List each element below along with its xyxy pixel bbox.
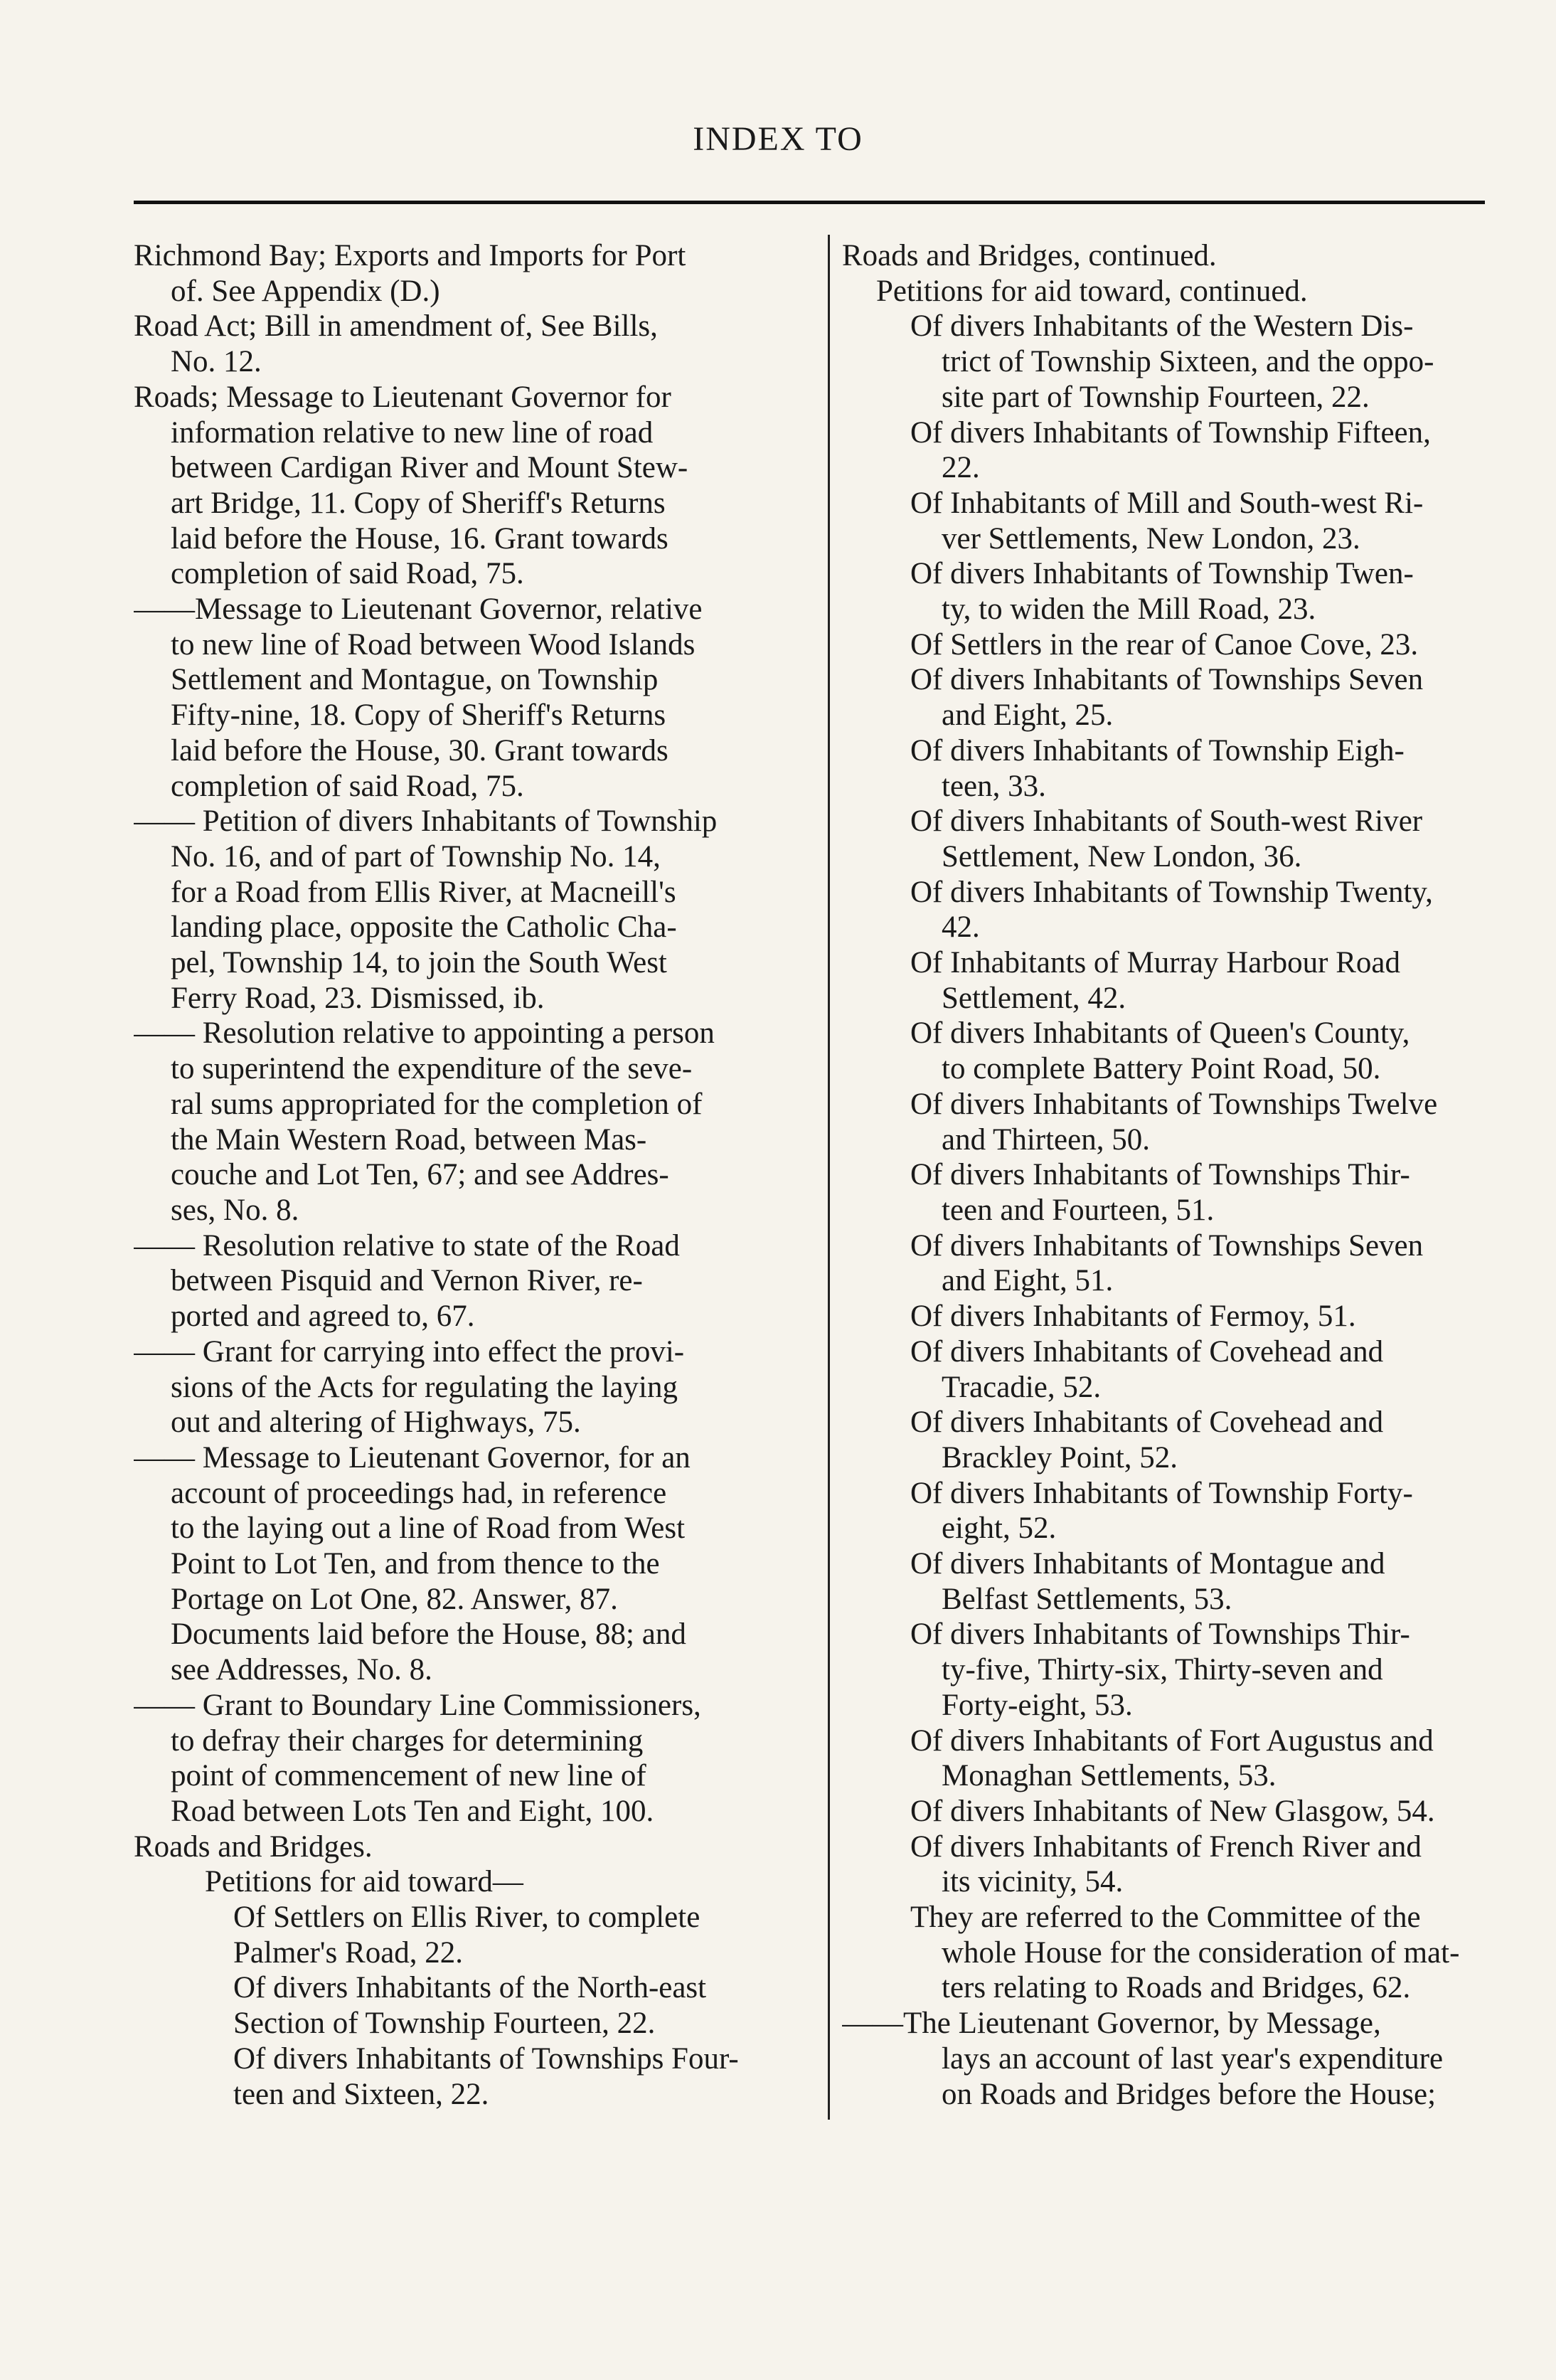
index-line: completion of said Road, 75. — [171, 769, 524, 803]
index-line: Ferry Road, 23. Dismissed, ib. — [171, 981, 545, 1015]
index-line: Of divers Inhabitants of Townships Thir- — [910, 1617, 1410, 1652]
index-line: to new line of Road between Wood Islands — [171, 627, 696, 662]
index-line: on Roads and Bridges before the House; — [942, 2077, 1437, 2111]
index-line: between Cardigan River and Mount Stew- — [171, 451, 688, 485]
index-line: Roads and Bridges, continued. — [842, 239, 1217, 272]
index-line: Roads and Bridges. — [134, 1829, 373, 1864]
index-line: Of divers Inhabitants of Townships Four- — [233, 2041, 739, 2076]
index-line: between Pisquid and Vernon River, re- — [171, 1264, 643, 1298]
index-line: Of Inhabitants of Mill and South-west Ri- — [910, 486, 1424, 520]
index-line: Of divers Inhabitants of Montague and — [910, 1547, 1385, 1581]
index-line: couche and Lot Ten, 67; and see Addres- — [171, 1158, 669, 1192]
index-line: lays an account of last year's expenditure — [942, 2041, 1444, 2076]
index-line: Richmond Bay; Exports and Imports for Port — [134, 239, 686, 272]
index-line: —— Resolution relative to appointing a person — [134, 1016, 715, 1051]
index-line: teen and Sixteen, 22. — [233, 2077, 489, 2111]
index-line: Road between Lots Ten and Eight, 100. — [171, 1794, 654, 1828]
index-line: —— Grant to Boundary Line Commissioners, — [134, 1688, 701, 1722]
index-line: laid before the House, 30. Grant towards — [171, 733, 668, 767]
index-line: completion of said Road, 75. — [171, 557, 524, 591]
index-line: Of divers Inhabitants of French River and — [910, 1829, 1422, 1864]
index-line: Forty-eight, 53. — [942, 1688, 1133, 1722]
index-line: ses, No. 8. — [171, 1193, 299, 1227]
page-title: INDEX TO — [693, 120, 863, 158]
index-line: teen, 33. — [942, 769, 1046, 803]
index-line: the Main Western Road, between Mas- — [171, 1122, 647, 1157]
index-line: ver Settlements, New London, 23. — [942, 521, 1360, 556]
index-line: Of divers Inhabitants of Covehead and — [910, 1406, 1384, 1440]
index-line: Of divers Inhabitants of South-west River — [910, 804, 1423, 839]
index-line: Point to Lot Ten, and from thence to the — [171, 1547, 660, 1581]
index-line: to the laying out a line of Road from West — [171, 1512, 686, 1546]
index-line: Of divers Inhabitants of Townships Thir- — [910, 1158, 1410, 1192]
index-line: ——Message to Lieutenant Governor, relative — [134, 593, 703, 627]
index-line: 22. — [942, 451, 980, 485]
index-line: Section of Township Fourteen, 22. — [233, 2007, 656, 2041]
index-line: Settlement, 42. — [942, 981, 1126, 1015]
index-line: Of divers Inhabitants of the Western Dis- — [910, 309, 1414, 344]
index-line: to complete Battery Point Road, 50. — [942, 1052, 1381, 1086]
index-line: eight, 52. — [942, 1512, 1057, 1546]
index-line: site part of Township Fourteen, 22. — [942, 380, 1370, 414]
index-line: No. 12. — [171, 345, 262, 379]
index-line: Petitions for aid toward— — [205, 1865, 523, 1899]
index-line: Monaghan Settlements, 53. — [942, 1759, 1277, 1793]
index-line: its vicinity, 54. — [942, 1865, 1124, 1899]
index-line: whole House for the consideration of mat- — [942, 1935, 1460, 1970]
index-line: Of divers Inhabitants of Townships Seven — [910, 1228, 1424, 1263]
index-line: Of divers Inhabitants of Township Eigh- — [910, 733, 1405, 767]
index-line: see Addresses, No. 8. — [171, 1653, 432, 1687]
index-line: out and altering of Highways, 75. — [171, 1406, 581, 1440]
index-line: Settlement and Montague, on Township — [171, 663, 659, 697]
index-line: They are referred to the Committee of the — [910, 1901, 1421, 1935]
index-line: Of divers Inhabitants of Fort Augustus and — [910, 1723, 1434, 1758]
index-line: for a Road from Ellis River, at Macneill's — [171, 875, 676, 909]
index-line: information relative to new line of road — [171, 415, 654, 450]
index-line: Of divers Inhabitants of Township Twenty, — [910, 875, 1433, 909]
index-line: Of divers Inhabitants of Townships Seven — [910, 663, 1424, 697]
index-line: Of Settlers in the rear of Canoe Cove, 23. — [910, 627, 1419, 662]
index-line: No. 16, and of part of Township No. 14, — [171, 839, 661, 873]
index-line: to superintend the expenditure of the seve- — [171, 1052, 693, 1086]
left-column — [134, 238, 811, 2112]
index-line: of. See Appendix (D.) — [171, 274, 440, 308]
index-line: to defray their charges for determining — [171, 1723, 644, 1758]
index-line: Of divers Inhabitants of New Glasgow, 54. — [910, 1794, 1435, 1828]
index-line: and Thirteen, 50. — [942, 1122, 1150, 1157]
index-line: Tracadie, 52. — [942, 1370, 1102, 1404]
index-line: Of divers Inhabitants of Queen's County, — [910, 1016, 1410, 1051]
index-line: ters relating to Roads and Bridges, 62. — [942, 1971, 1411, 2005]
index-line: ——The Lieutenant Governor, by Message, — [842, 2007, 1381, 2041]
index-line: —— Grant for carrying into effect the provi- — [134, 1334, 685, 1369]
index-line: pel, Township 14, to join the South West — [171, 946, 667, 980]
index-line: Palmer's Road, 22. — [233, 1935, 464, 1970]
index-line: and Eight, 25. — [942, 698, 1114, 733]
right-column — [842, 238, 1519, 2112]
index-line: Settlement, New London, 36. — [942, 839, 1302, 873]
index-line: 42. — [942, 910, 980, 945]
index-line: teen and Fourteen, 51. — [942, 1193, 1215, 1227]
index-line: Fifty-nine, 18. Copy of Sheriff's Returns — [171, 698, 666, 733]
index-line: Of Inhabitants of Murray Harbour Road — [910, 946, 1401, 980]
column-divider — [828, 235, 830, 2120]
index-line: Of divers Inhabitants of Townships Twelve — [910, 1087, 1438, 1121]
index-line: laid before the House, 16. Grant towards — [171, 521, 668, 556]
index-line: ported and agreed to, 67. — [171, 1300, 475, 1334]
index-line: trict of Township Sixteen, and the oppo- — [942, 345, 1434, 379]
index-line: point of commencement of new line of — [171, 1759, 646, 1793]
index-line: —— Message to Lieutenant Governor, for an — [134, 1440, 691, 1475]
index-line: Belfast Settlements, 53. — [942, 1582, 1232, 1616]
index-line: —— Petition of divers Inhabitants of Township — [134, 804, 718, 839]
index-line: and Eight, 51. — [942, 1264, 1114, 1298]
index-line: Of divers Inhabitants of Fermoy, 51. — [910, 1300, 1356, 1334]
index-line: Documents laid before the House, 88; and — [171, 1617, 686, 1652]
index-line: Of divers Inhabitants of Township Forty- — [910, 1476, 1413, 1510]
index-line: Of Settlers on Ellis River, to complete — [233, 1901, 700, 1935]
index-line: Petitions for aid toward, continued. — [876, 274, 1308, 308]
index-line: —— Resolution relative to state of the Road — [134, 1228, 680, 1263]
index-line: ty-five, Thirty-six, Thirty-seven and — [942, 1653, 1383, 1687]
index-line: Road Act; Bill in amendment of, See Bills, — [134, 309, 658, 344]
index-line: Roads; Message to Lieutenant Governor for — [134, 380, 671, 414]
index-line: account of proceedings had, in reference — [171, 1476, 667, 1510]
index-line: ty, to widen the Mill Road, 23. — [942, 593, 1316, 627]
header-rule — [134, 201, 1485, 204]
index-line: sions of the Acts for regulating the laying — [171, 1370, 678, 1404]
index-line: Portage on Lot One, 82. Answer, 87. — [171, 1582, 618, 1616]
index-line: ral sums appropriated for the completion of — [171, 1087, 703, 1121]
index-line: Of divers Inhabitants of the North-east — [233, 1971, 707, 2005]
index-line: landing place, opposite the Catholic Cha- — [171, 910, 677, 945]
index-line: Brackley Point, 52. — [942, 1440, 1178, 1475]
index-line: Of divers Inhabitants of Covehead and — [910, 1334, 1384, 1369]
index-line: Of divers Inhabitants of Township Fifteen, — [910, 415, 1431, 450]
index-line: Of divers Inhabitants of Township Twen- — [910, 557, 1414, 591]
index-line: art Bridge, 11. Copy of Sheriff's Returns — [171, 486, 666, 520]
